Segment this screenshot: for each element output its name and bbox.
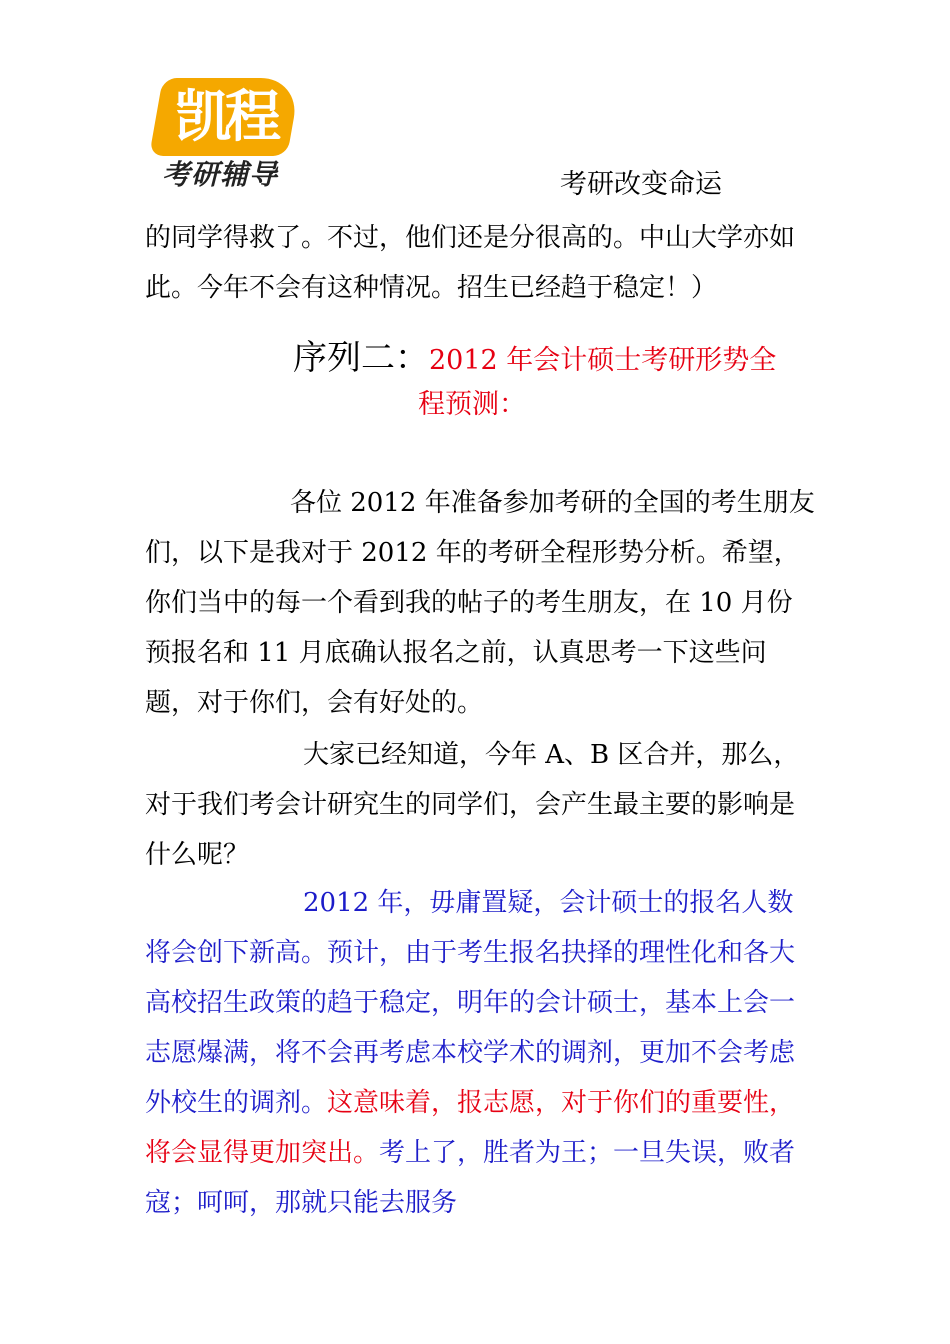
logo-subtitle: 考研辅导 <box>162 158 279 191</box>
paragraph-1-text: 各位 2012 年准备参加考研的全国的考生朋友们，以下是我对于 2012 年的考研全程形势分析。希望，你们当中的每一个看到我的帖子的考生朋友，在 10 月份预报名和 11 月底确认报名之前，认真思考一下这些问题，对于你们，会有好处的。 <box>145 488 815 718</box>
paragraph-2 <box>145 730 815 880</box>
paragraph-3-blue-b: 考上了，胜者为王；一旦失误，败者寇；呵呵，那就只能去服务 <box>145 1138 796 1218</box>
intro-paragraph: 的同学得救了。不过，他们还是分很高的。中山大学亦如此。今年不会有这种情况。招生已经趋于稳定！） <box>145 223 796 303</box>
heading-title-line1: 2012 年会计硕士考研形势全 <box>429 345 777 376</box>
heading-title-line2: 程预测： <box>418 389 526 420</box>
section-heading <box>293 333 813 386</box>
paragraph-3 <box>145 878 815 1228</box>
paragraph-2-text: 大家已经知道，今年 A、B 区合并，那么，对于我们考会计研究生的同学们，会产生最主要的影响是什么呢？ <box>145 740 800 870</box>
paragraph-1 <box>145 478 815 728</box>
header-slogan: 考研改变命运 <box>560 169 722 200</box>
logo-mark-text: 凯程 <box>175 85 275 150</box>
heading-prefix: 序列二： <box>293 338 429 378</box>
kaicheng-logo <box>150 78 300 196</box>
paragraph-3-red: 这意味着，报志愿，对于你们的重要性，将会显得更加突出。 <box>145 1088 796 1168</box>
paragraph-3-blue-a: 2012 年，毋庸置疑，会计硕士的报名人数将会创下新高。预计，由于考生报名抉择的理性化和各大高校招生政策的趋于稳定，明年的会计硕士，基本上会一志愿爆满，将不会再考虑本校学术的调剂，更加不会考虑外校生的调剂。 <box>145 888 796 1118</box>
